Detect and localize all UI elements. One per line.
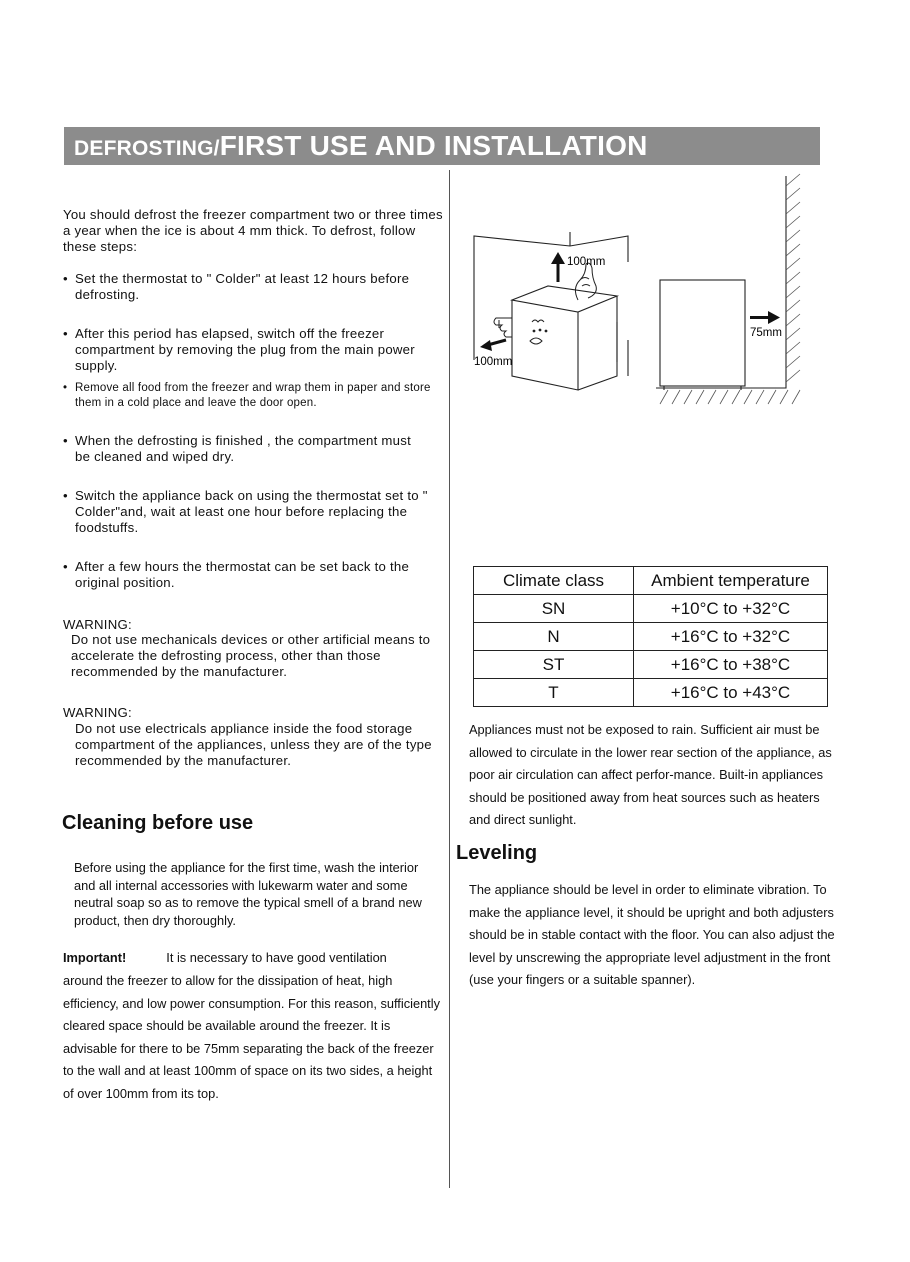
table-row (474, 679, 828, 707)
back-gap-label: 75mm (750, 327, 782, 339)
defrost-step-3-text: Remove all food from the freezer and wrap them in paper and store them in a cold place and leave the door open. (75, 382, 431, 409)
temperature-range-cell: +16°C to +32°C (634, 623, 828, 651)
warning-2-label: WARNING: (63, 705, 132, 720)
defrost-step-1-text: Set the thermostat to " Colder" at least 12 hours before defrosting. (75, 271, 410, 302)
cleaning-text: Before using the appliance for the first time, wash the interior and all internal accessories with lukewarm water and some neutral soap so as to remove the typical smell of a brand new product, then dry thoroughly. (74, 860, 422, 928)
defrost-step-5-text: Switch the appliance back on using the thermostat set to " Colder"and, wait at least one hour before replacing the foodstuffs. (75, 488, 428, 535)
top-gap-label: 100mm (567, 256, 606, 268)
page-title (74, 130, 648, 162)
climate-class-cell: T (474, 679, 634, 707)
niche-outline (474, 232, 628, 376)
hand-pointing-up-icon (575, 263, 596, 300)
defrost-step-3: • Remove all food from the freezer and wrap them in paper and store them in a cold place and leave the door open. (63, 382, 431, 409)
column-divider (449, 170, 450, 1188)
warning-2-text: Do not use electricals appliance inside the food storage compartment of the appliances, unless they are of the type recommended by the manufacturer. (75, 721, 432, 768)
climate-class-cell: N (474, 623, 634, 651)
table-row (474, 651, 828, 679)
defrost-step-2-text: After this period has elapsed, switch off the freezer compartment by removing the plug from the main power supply. (75, 326, 415, 373)
defrost-step-6-text: After a few hours the thermostat can be set back to the original position. (75, 559, 410, 590)
hand-pointing-left-icon (494, 318, 512, 337)
cleaning-heading: Cleaning before use (62, 812, 254, 834)
temperature-range-cell: +16°C to +38°C (634, 651, 828, 679)
defrost-step-4-text: When the defrosting is finished , the compartment must be cleaned and wiped dry. (75, 433, 412, 464)
placement-text: Appliances must not be exposed to rain. Sufficient air must be allowed to circulate in the lower rear section of the appliance, as poor air circulation can affect perfor-mance. Built-in appliances should be positioned away from heat sources such as heaters and direct sunlight. (469, 722, 832, 827)
defrost-step-4: • When the defrosting is finished , the compartment must be cleaned and wiped dry. (63, 433, 412, 464)
defrost-step-1: • Set the thermostat to " Colder" at least 12 hours before defrosting. (63, 271, 410, 302)
title-part-installation: FIRST USE AND INSTALLATION (219, 130, 648, 161)
climate-class-table (473, 566, 828, 707)
climate-class-cell: SN (474, 595, 634, 623)
table-header-cell: Climate class (474, 567, 634, 595)
table-row (474, 595, 828, 623)
warning-1-text: Do not use mechanicals devices or other artificial means to accelerate the defrosting process, other than those recommended by the manufacturer. (71, 632, 431, 679)
arrow-up-icon (551, 252, 565, 282)
arrow-right-icon (750, 311, 780, 324)
freezer-box (512, 286, 617, 390)
defrost-intro: You should defrost the freezer compartment two or three times a year when the ice is about 4 mm thick. To defrost, follow these steps: (63, 207, 443, 254)
defrost-step-6: • After a few hours the thermostat can be set back to the original position. (63, 559, 410, 590)
wall-side-view (656, 176, 786, 390)
table-header-cell: Ambient temperature (634, 567, 828, 595)
clearance-diagram (455, 170, 825, 410)
temperature-range-cell: +16°C to +43°C (634, 679, 828, 707)
table-row (474, 623, 828, 651)
arrow-left-icon (480, 340, 506, 351)
temperature-range-cell: +10°C to +32°C (634, 595, 828, 623)
table-header-row (474, 567, 828, 595)
important-text: around the freezer to allow for the dissipation of heat, high efficiency, and low power consumption. For this reason, sufficiently cleared space should be available around the freezer. It is advisable for there to be 75mm separating the back of the freezer to the wall and at least 100mm of space on its two sides, a height of over 100mm from its top. (63, 973, 440, 1101)
side-gap-label: 100mm (474, 356, 513, 368)
wall-hatching (660, 174, 800, 404)
defrost-step-5: • Switch the appliance back on using the thermostat set to " Colder"and, wait at least one hour before replacing the foodstuffs. (63, 488, 428, 535)
defrost-step-2: • After this period has elapsed, switch off the freezer compartment by removing the plug from the main power supply. (63, 326, 415, 373)
climate-class-cell: ST (474, 651, 634, 679)
leveling-text: The appliance should be level in order to eliminate vibration. To make the appliance level, it should be upright and both adjusters should be in stable contact with the floor. You can also adjust the level by unscrewing the appropriate level adjustment in the front (use your fingers or a suitable spanner). (469, 882, 835, 987)
warning-1-label: WARNING: (63, 617, 132, 632)
important-line-1: It is necessary to have good ventilation (166, 950, 387, 965)
leveling-heading: Leveling (456, 842, 538, 864)
important-first-line (63, 947, 453, 970)
title-part-defrosting: DEFROSTING/ (74, 137, 220, 160)
important-label: Important! (63, 950, 127, 965)
smiley-face-icon (530, 320, 547, 344)
